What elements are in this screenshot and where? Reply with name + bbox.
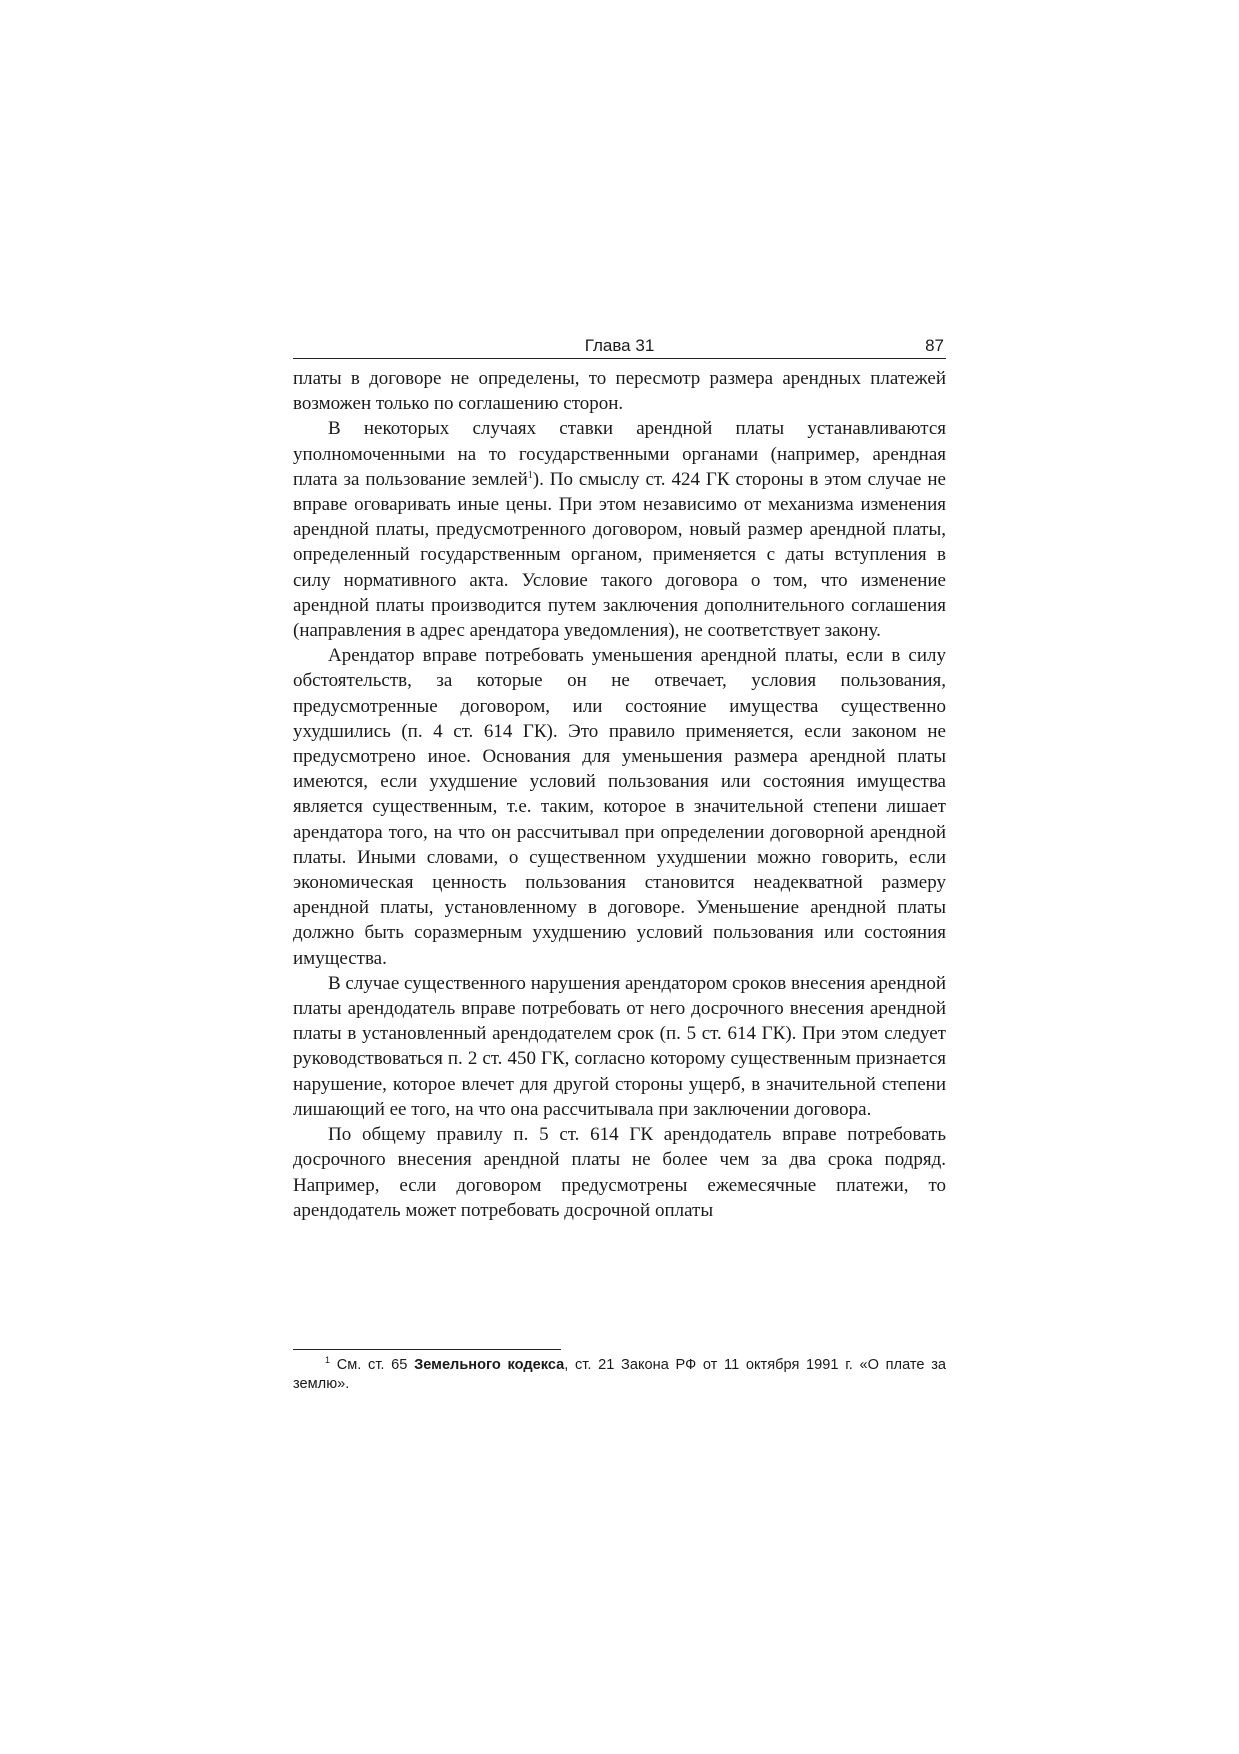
footnotes: [293, 1356, 946, 1394]
page-number: 87: [925, 336, 944, 355]
body-text: [293, 366, 946, 1223]
footnote-reference: 1: [527, 469, 533, 481]
paragraph-1: [293, 366, 946, 416]
footnote-bold-text: Земельного кодекса: [414, 1357, 565, 1373]
paragraph-5: [293, 1122, 946, 1223]
paragraph-text: ). По смыслу ст. 424 ГК стороны в этом случае не вправе оговаривать иные цены. При этом независимо от механизма изменения арендной платы, предусмотренного договором, новый размер арендной платы, определенный государственным органом, применяется с даты вступления в силу нормативного акта. Условие такого договора о том, что изменение арендной платы производится путем заключения дополнительного соглашения (направления в адрес арендатора уведомления), не соответствует закону.: [293, 468, 946, 642]
footnote-mark: 1: [325, 1355, 331, 1365]
paragraph-text: В случае существенного нарушения арендатором сроков внесения арендной платы арендодатель вправе потребовать от него досрочного внесения арендной платы в установленный арендодателем срок (п. 5 ст. 614 ГК). При этом следует руководствоваться п. 2 ст. 450 ГК, согласно которому существенным признается нарушение, которое влечет для другой стороны ущерб, в значительной степени лишающий ее того, на что она рассчитывала при заключении договора.: [293, 972, 946, 1120]
footnote-separator: [293, 1349, 561, 1350]
running-head: [293, 334, 946, 359]
paragraph-text: Арендатор вправе потребовать уменьшения арендной платы, если в силу обстоятельств, за которые он не отвечает, условия пользования, предусмотренные договором, или состояние имущества существенно ухудшились (п. 4 ст. 614 ГК). Это правило применяется, если законом не предусмотрено иное. Основания для уменьшения размера арендной платы имеются, если ухудшение условий пользования или состояния имущества является существенным, т.е. таким, которое в значительной степени лишает арендатора того, на что он рассчитывал при определении договорной арендной платы. Иными словами, о существенном ухудшении можно говорить, если экономическая ценность пользования становится неадекватной размеру арендной платы, установленному в договоре. Уменьшение арендной платы должно быть соразмерным ухудшению условий пользования или состояния имущества.: [293, 645, 946, 969]
paragraph-4: [293, 971, 946, 1122]
footnote-1: [293, 1356, 946, 1394]
footnote-text: , ст. 21 Закона РФ от 11 октября 1991 г. «О плате за землю».: [293, 1357, 946, 1392]
paragraph-3: [293, 643, 946, 971]
paragraph-text: В некоторых случаях ставки арендной платы устанавливаются уполномоченными на то государственными органами (например, арендная плата за пользование землей: [293, 418, 946, 490]
footnote-text: См. ст. 65: [336, 1357, 415, 1373]
paragraph-text: платы в договоре не определены, то пересмотр размера арендных платежей возможен только по соглашению сторон.: [293, 368, 946, 415]
book-page: [293, 334, 946, 1392]
paragraph-text: По общему правилу п. 5 ст. 614 ГК арендодатель вправе потребовать досрочного внесения арендной платы не более чем за два срока подряд. Например, если договором предусмотрены ежемесячные платежи, то арендодатель может потребовать досрочной оплаты: [293, 1124, 946, 1221]
paragraph-2: [293, 416, 946, 643]
chapter-title: Глава 31: [584, 336, 655, 355]
